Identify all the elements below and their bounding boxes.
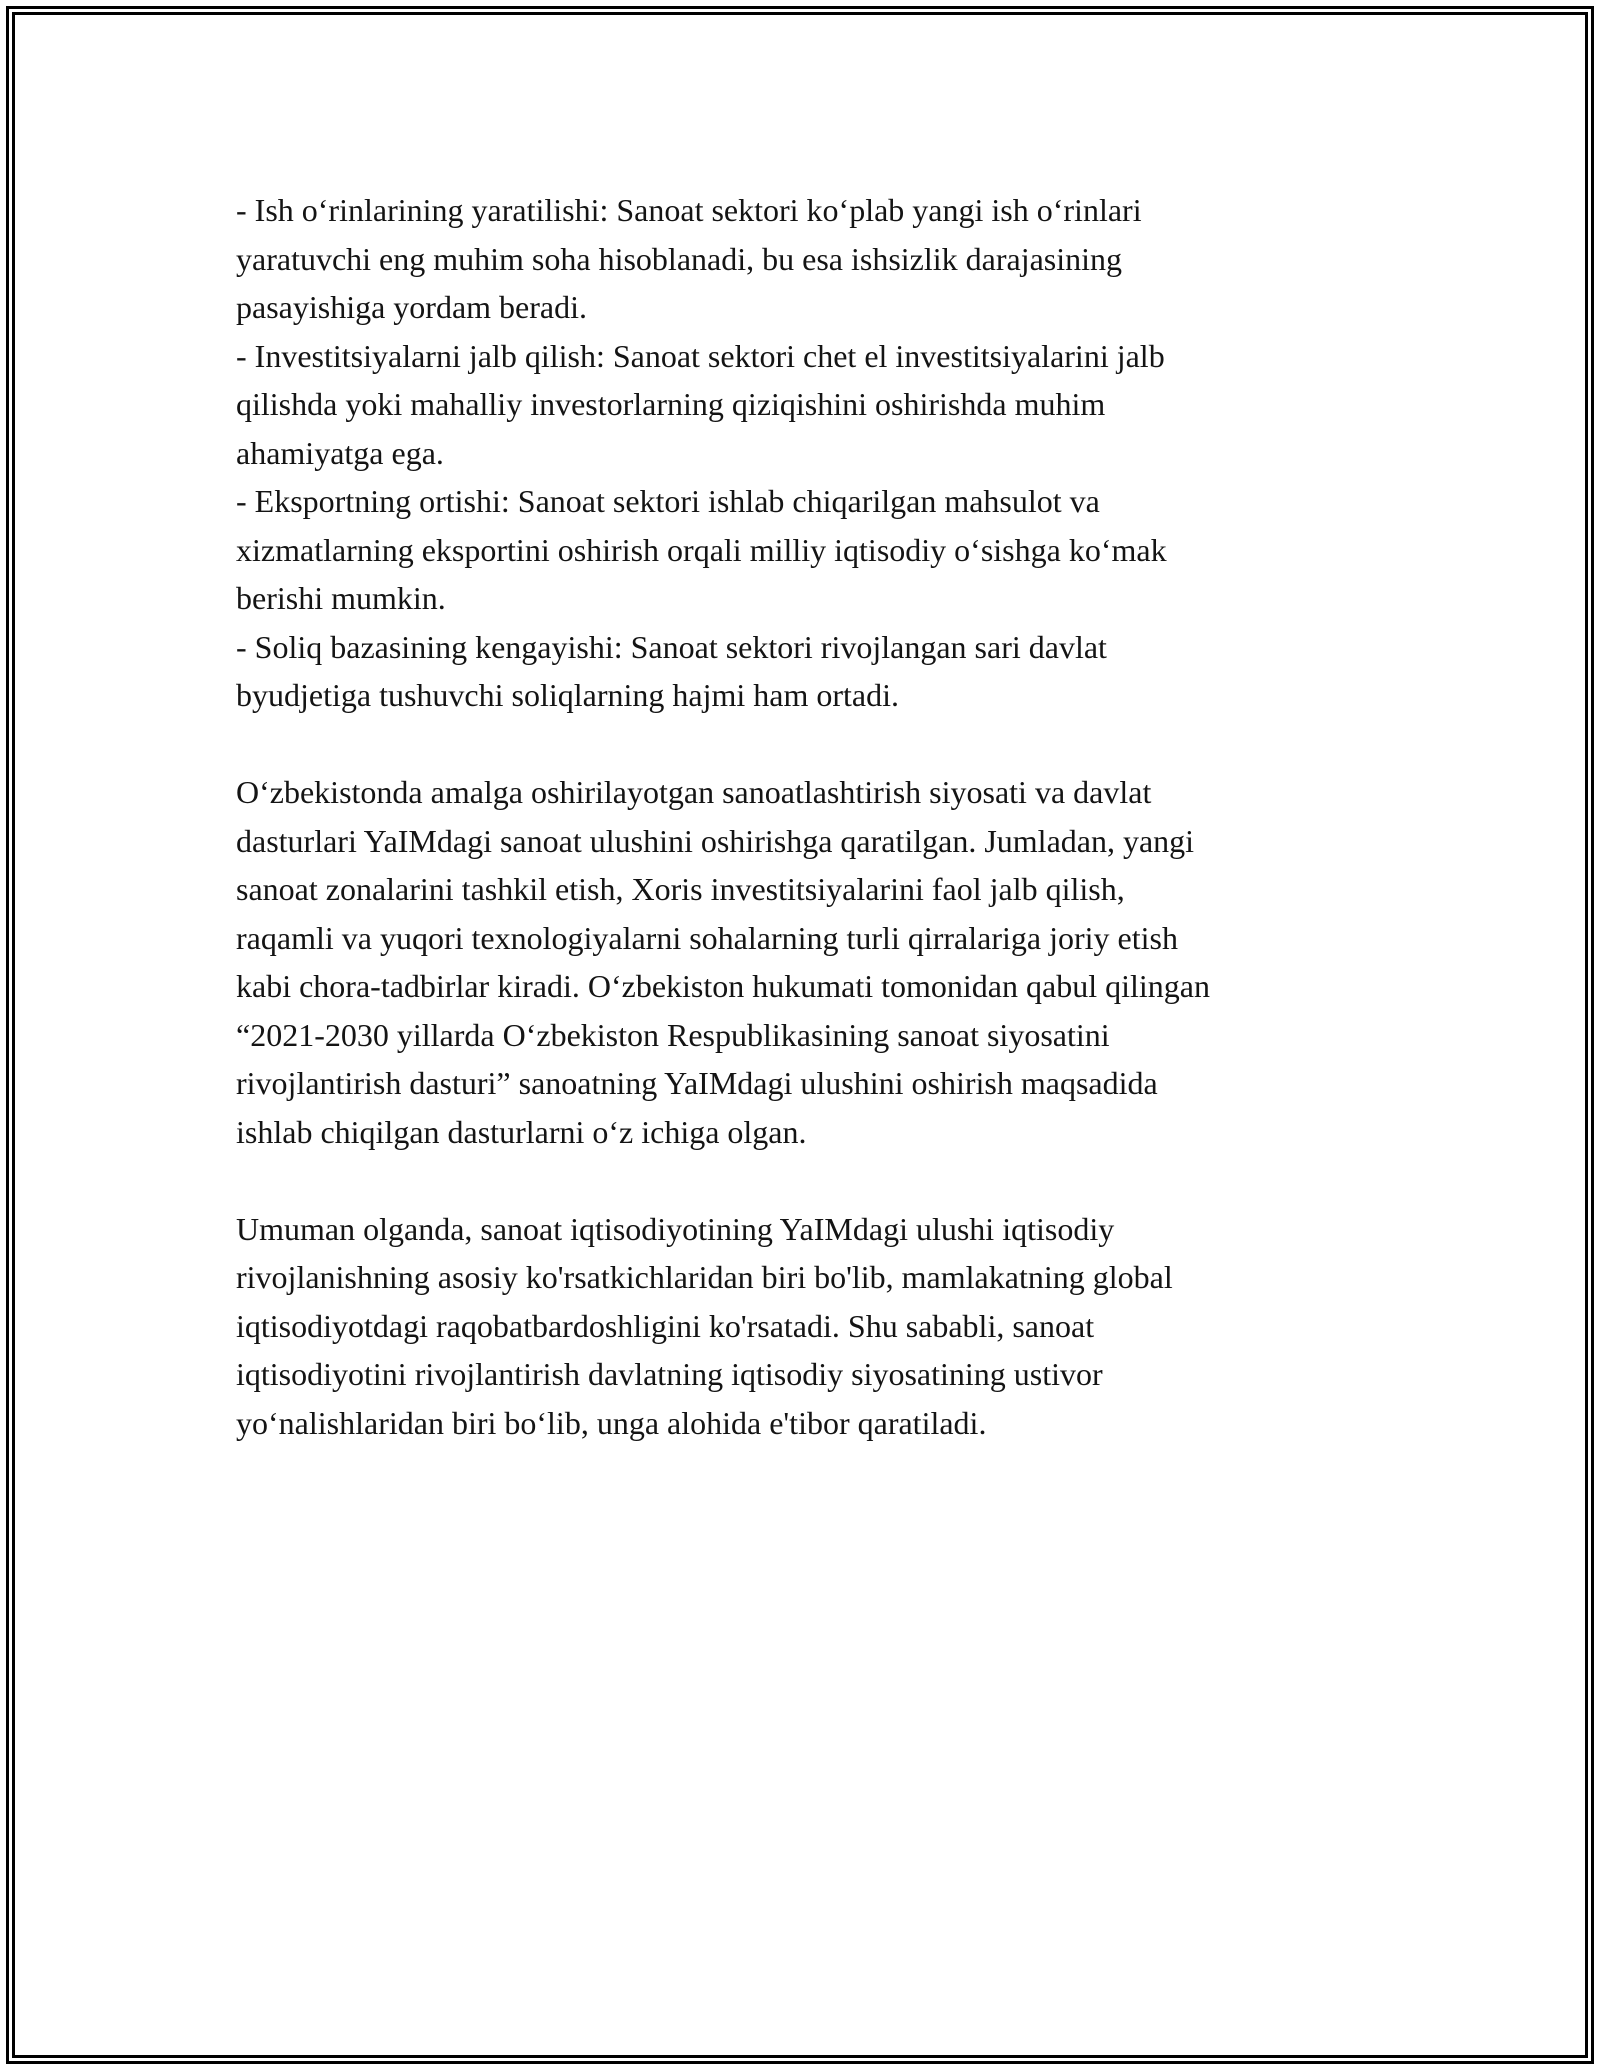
text-line: ishlab chiqilgan dasturlarni o‘z ichiga olgan.: [236, 1113, 807, 1150]
text-line: berishi mumkin.: [236, 580, 446, 616]
text-line: kabi chora-tadbirlar kiradi. O‘zbekiston hukumati tomonidan qabul qilingan: [236, 968, 1210, 1004]
text-line: “2021-2030 yillarda O‘zbekiston Respublikasining sanoat siyosatini: [236, 1016, 1110, 1053]
text-line: - Investitsiyalarni jalb qilish: Sanoat sektori chet el investitsiyalarini jalb: [236, 337, 1165, 374]
bullet-list: [236, 186, 1376, 720]
text-line: yaratuvchi eng muhim soha hisoblanadi, bu esa ishsizlik darajasining: [236, 240, 1123, 277]
text-line: O‘zbekistonda amalga oshirilayotgan sanoatlashtirish siyosati va davlat: [236, 774, 1152, 810]
text-line: iqtisodiyotdagi raqobatbardoshligini ko'rsatadi. Shu sababli, sanoat: [236, 1307, 1095, 1344]
paragraph-industrial-policy: [236, 768, 1376, 1156]
text-line: qilishda yoki mahalliy investorlarning qiziqishini oshirishda muhim: [236, 386, 1106, 422]
text-line: rivojlantirish dasturi” sanoatning YaIMdagi ulushini oshirish maqsadida: [236, 1065, 1158, 1101]
text-line: byudjetiga tushuvchi soliqlarning hajmi ham ortadi.: [236, 677, 899, 713]
document-body: [236, 186, 1376, 1447]
bullet-item-export: [236, 477, 1376, 623]
text-line: Umuman olganda, sanoat iqtisodiyotining YaIMdagi ulushi iqtisodiy: [236, 1210, 1115, 1247]
text-line: xizmatlarning eksportini oshirish orqali milliy iqtisodiy o‘sishga ko‘mak: [236, 531, 1167, 568]
text-line: iqtisodiyotini rivojlantirish davlatning iqtisodiy siyosatining ustivor: [236, 1356, 1103, 1392]
text-line: dasturlari YaIMdagi sanoat ulushini oshirishga qaratilgan. Jumladan, yangi: [236, 822, 1195, 859]
paragraph-spacer: [236, 720, 1376, 769]
text-line: rivojlanishning asosiy ko'rsatkichlaridan biri bo'lib, mamlakatning global: [236, 1259, 1173, 1295]
text-line: sanoat zonalarini tashkil etish, Xoris investitsiyalarini faol jalb qilish,: [236, 871, 1125, 907]
text-line: ahamiyatga ega.: [236, 434, 444, 471]
text-line: - Ish o‘rinlarining yaratilishi: Sanoat sektori ko‘plab yangi ish o‘rinlari: [236, 192, 1142, 228]
bullet-item-investment: [236, 332, 1376, 478]
text-line: - Soliq bazasining kengayishi: Sanoat sektori rivojlangan sari davlat: [236, 628, 1107, 665]
text-line: - Eksportning ortishi: Sanoat sektori ishlab chiqarilgan mahsulot va: [236, 483, 1100, 519]
paragraph-conclusion: [236, 1205, 1376, 1448]
bullet-item-jobs: [236, 186, 1376, 332]
text-line: raqamli va yuqori texnologiyalarni sohalarning turli qirralariga joriy etish: [236, 919, 1178, 956]
bullet-item-tax-base: [236, 623, 1376, 720]
text-line: yo‘nalishlaridan biri bo‘lib, unga alohida e'tibor qaratiladi.: [236, 1404, 987, 1441]
text-line: pasayishiga yordam beradi.: [236, 289, 587, 325]
paragraph-spacer: [236, 1156, 1376, 1205]
